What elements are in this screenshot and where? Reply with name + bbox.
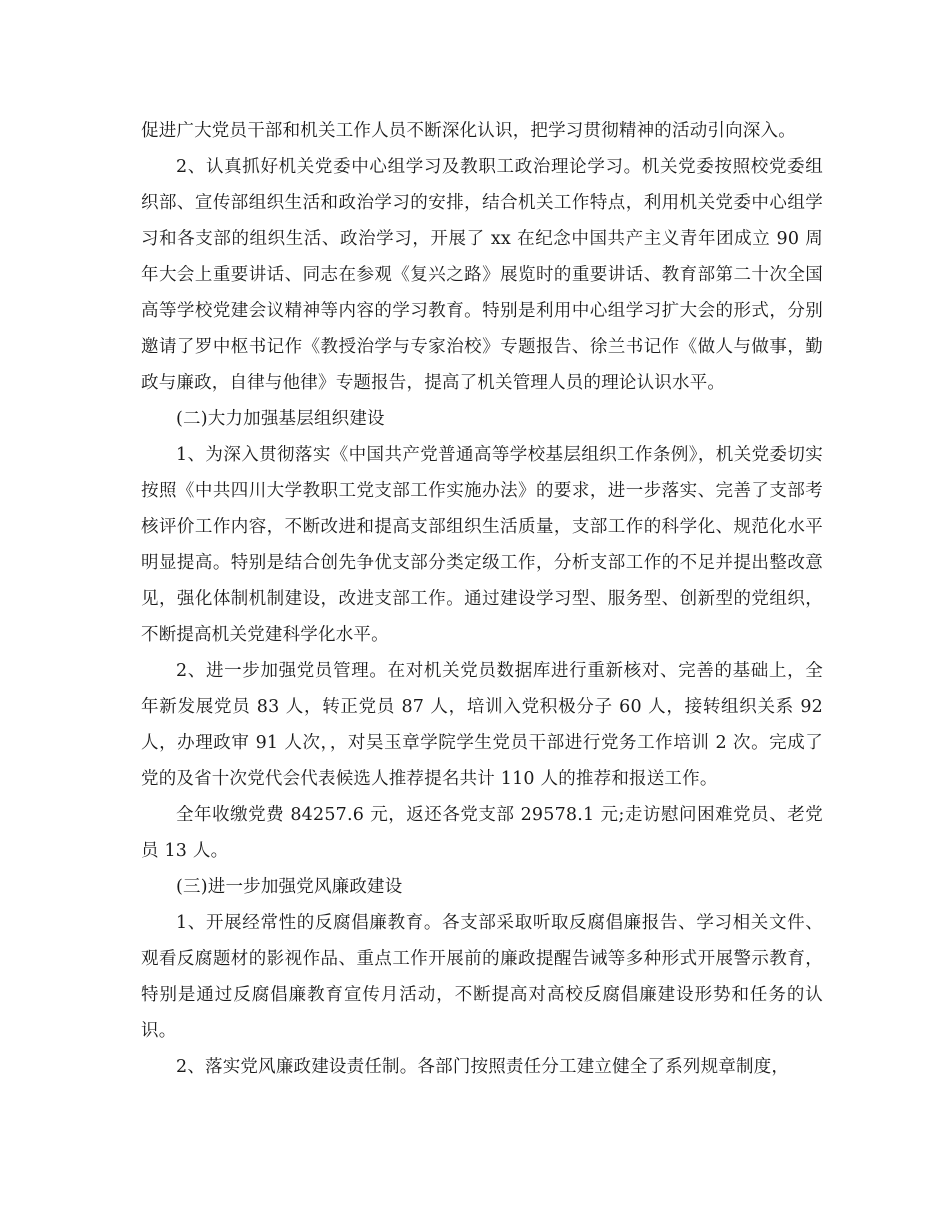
document-body xyxy=(141,113,823,1085)
paragraph-7: 2、落实党风廉政建设责任制。各部门按照责任分工建立健全了系列规章制度， xyxy=(176,1057,790,1077)
section-heading-3: (三)进一步加强党风廉政建设 xyxy=(176,877,403,897)
paragraph-3: 1、为深入贯彻落实《中国共产党普通高等学校基层组织工作条例》，机关党委切实按照《中共四川大学教职工党支部工作实施办法》的要求，进一步落实、完善了支部考核评价工作内容，不断改进和提高支部组织生活质量，支部工作的科学化、规范化水平明显提高。特别是结合创先争优支部分类定级工作，分析支部工作的不足并提出整改意见，强化体制机制建设，改进支部工作。通过建设学习型、服务型、创新型的党组织，不断提高机关党建科学化水平。 xyxy=(141,445,823,645)
paragraph-1: 促进广大党员干部和机关工作人员不断深化认识，把学习贯彻精神的活动引向深入。 xyxy=(141,121,796,141)
paragraph-6: 1、开展经常性的反腐倡廉教育。各支部采取听取反腐倡廉报告、学习相关文件、观看反腐题材的影视作品、重点工作开展前的廉政提醒告诫等多种形式开展警示教育，特别是通过反腐倡廉教育宣传月活动，不断提高对高校反腐倡廉建设形势和任务的认识。 xyxy=(141,913,823,1041)
paragraph-2: 2、认真抓好机关党委中心组学习及教职工政治理论学习。机关党委按照校党委组织部、宣传部组织生活和政治学习的安排，结合机关工作特点，利用机关党委中心组学习和各支部的组织生活、政治学习，开展了 xx 在纪念中国共产主义青年团成立 90 周年大会上重要讲话、同志在参观《复兴之路》展览时的重要讲话、教育部第二十次全国高等学校党建会议精神等内容的学习教育。特别是利用中心组学习扩大会的形式，分别邀请了罗中枢书记作《教授治学与专家治校》专题报告、徐兰书记作《做人与做事，勤政与廉政，自律与他律》专题报告，提高了机关管理人员的理论认识水平。 xyxy=(141,157,823,393)
paragraph-4: 2、进一步加强党员管理。在对机关党员数据库进行重新核对、完善的基础上，全年新发展党员 83 人，转正党员 87 人，培训入党积极分子 60 人，接转组织关系 92 人，办理政审 91 人次，，对吴玉章学院学生党员干部进行党务工作培训 2 次。完成了党的及省十次党代会代表候选人推荐提名共计 110 人的推荐和报送工作。 xyxy=(141,661,823,789)
paragraph-5: 全年收缴党费 84257.6 元，返还各党支部 29578.1 元;走访慰问困难党员、老党员 13 人。 xyxy=(141,805,823,861)
section-heading-2: (二)大力加强基层组织建设 xyxy=(176,409,385,429)
